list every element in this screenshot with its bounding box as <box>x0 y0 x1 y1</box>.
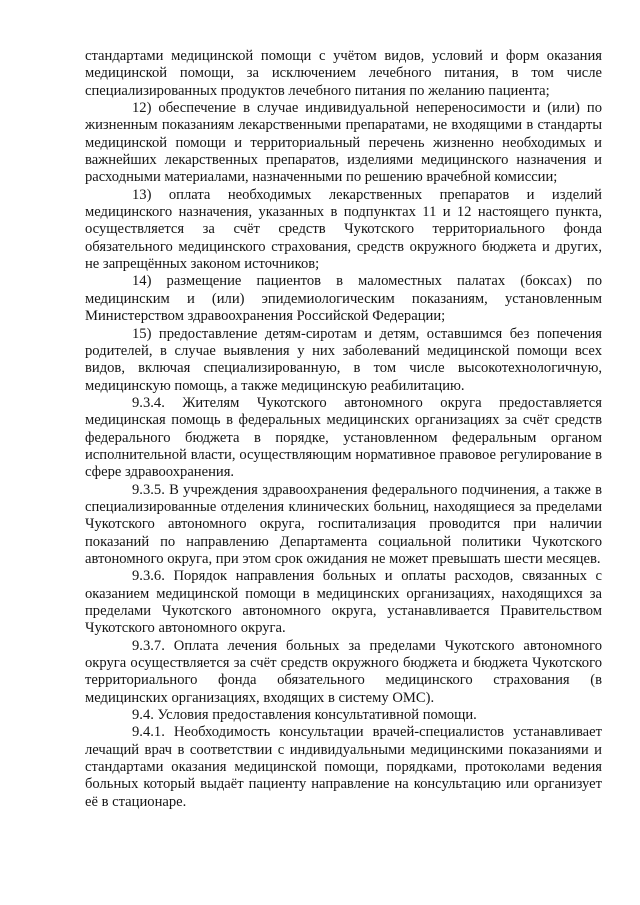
paragraph: 12) обеспечение в случае индивидуальной непереносимости и (или) по жизненным показаниям лекарственными препаратами, не входящими в стандарты медицинской помощи и территориальный перечень жизненно необходимых и важнейших лекарственных препаратов, изделиями медицинского назначения и расходными материалами, назначенными по решению врачебной комиссии; <box>85 100 602 186</box>
paragraph: 9.4.1. Необходимость консультации врачей-специалистов устанавливает лечащий врач в соответствии с индивидуальными медицинскими показаниями и стандартами оказания медицинской помощи, порядками, протоколами ведения больных который выдаёт пациенту направление на консультацию или организует её в стационаре. <box>85 724 602 810</box>
paragraph: 9.3.6. Порядок направления больных и оплаты расходов, связанных с оказанием медицинской помощи в медицинских организациях, находящихся за пределами Чукотского автономного округа, устанавливается Правительством Чукотского автономного округа. <box>85 568 602 637</box>
paragraph: стандартами медицинской помощи с учётом видов, условий и форм оказания медицинской помощи, за исключением лечебного питания, в том числе специализированных продуктов лечебного питания по желанию пациента; <box>85 48 602 99</box>
paragraph: 9.3.5. В учреждения здравоохранения федерального подчинения, а также в специализированные отделения клинических больниц, находящиеся за пределами Чукотского автономного округа, госпитализация проводится при наличии показаний по направлению Департамента социальной политики Чукотского автономного округа, при этом срок ожидания не может превышать шести месяцев. <box>85 481 602 567</box>
paragraph: 13) оплата необходимых лекарственных препаратов и изделий медицинского назначения, указанных в подпунктах 11 и 12 настоящего пункта, осуществляется за счёт средств Чукотского территориального фонда обязательного медицинского страхования, средств окружного бюджета и других, не запрещённых законом источников; <box>85 186 602 273</box>
paragraph: 15) предоставление детям-сиротам и детям, оставшимся без попечения родителей, в случае выявления у них заболеваний медицинской помощи всех видов, включая специализированную, в том числе высокотехнологичную, медицинскую помощь, а также медицинскую реабилитацию. <box>85 325 602 394</box>
paragraph: 9.3.4. Жителям Чукотского автономного округа предоставляется медицинская помощь в федеральных медицинских организациях за счёт средств федерального бюджета в порядке, установленном федеральным органом исполнительной власти, осуществляющим нормативное правовое регулирование в сфере здравоохранения. <box>85 394 602 481</box>
paragraph: 9.3.7. Оплата лечения больных за пределами Чукотского автономного округа осуществляется за счёт средств окружного бюджета и бюджета Чукотского территориального фонда обязательного медицинского страхования (в медицинских организациях, входящих в систему ОМС). <box>85 637 602 706</box>
paragraph: 14) размещение пациентов в маломестных палатах (боксах) по медицинским и (или) эпидемиологическим показаниям, установленным Министерством здравоохранения Российской Федерации; <box>85 273 602 325</box>
paragraph: 9.4. Условия предоставления консультативной помощи. <box>132 707 477 724</box>
document-body <box>85 48 602 811</box>
